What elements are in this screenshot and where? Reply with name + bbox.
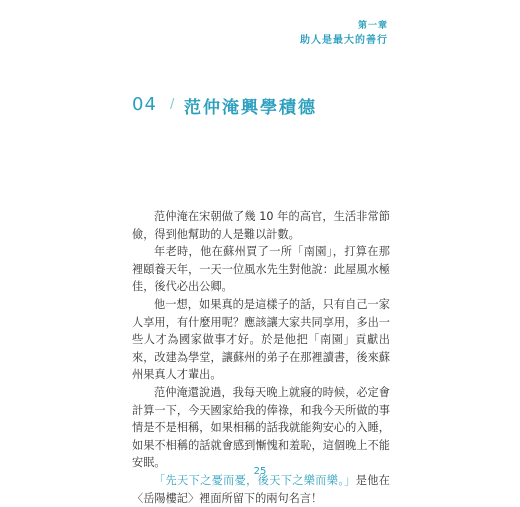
paragraph: 范仲淹還說過，我每天晚上就寢的時候，必定會計算一下，今天國家給我的俸祿，和我今天所做的事情是不是相稱，如果相稱的話我就能夠安心的入睡，如果不相稱的話就會感到慚愧和羞恥，這個晚上不能安眠。 [132,385,390,470]
section-title: 范仲淹興學積德 [184,98,317,118]
chapter-title: 助人是最大的善行 [300,35,388,46]
body-text [132,208,390,507]
paragraph: 他一想，如果真的是這樣子的話，只有自己一家人享用，有什麼用呢？應該讓大家共同享用，多出一些人才為國家做事才好。於是他把「南園」貢獻出來，改建為學堂，讓蘇州的弟子在那裡讀書，後來蘇州果真人才輩出。 [132,297,390,382]
quote-attribution: 是他在〈岳陽樓記〉裡面所留下的兩句名言！ [132,473,390,505]
chapter-label: 第一章 [357,21,388,31]
running-header [300,20,388,48]
paragraph: 年老時，他在蘇州買了一所「南園」，打算在那裡頤養天年，一天一位風水先生對他說：此屋風水極佳，後代必出公卿。 [132,245,390,294]
page-number: 25 [253,466,267,477]
paragraph-last [132,472,390,507]
paragraph: 范仲淹在宋朝做了幾 10 年的高官，生活非常節儉，得到他幫助的人是難以計數。 [132,210,390,241]
section-divider-slash: / [170,97,175,112]
famous-quote: 「先天下之憂而憂，後天下之樂而樂。」 [154,473,356,487]
section-number: 04 [132,94,157,115]
